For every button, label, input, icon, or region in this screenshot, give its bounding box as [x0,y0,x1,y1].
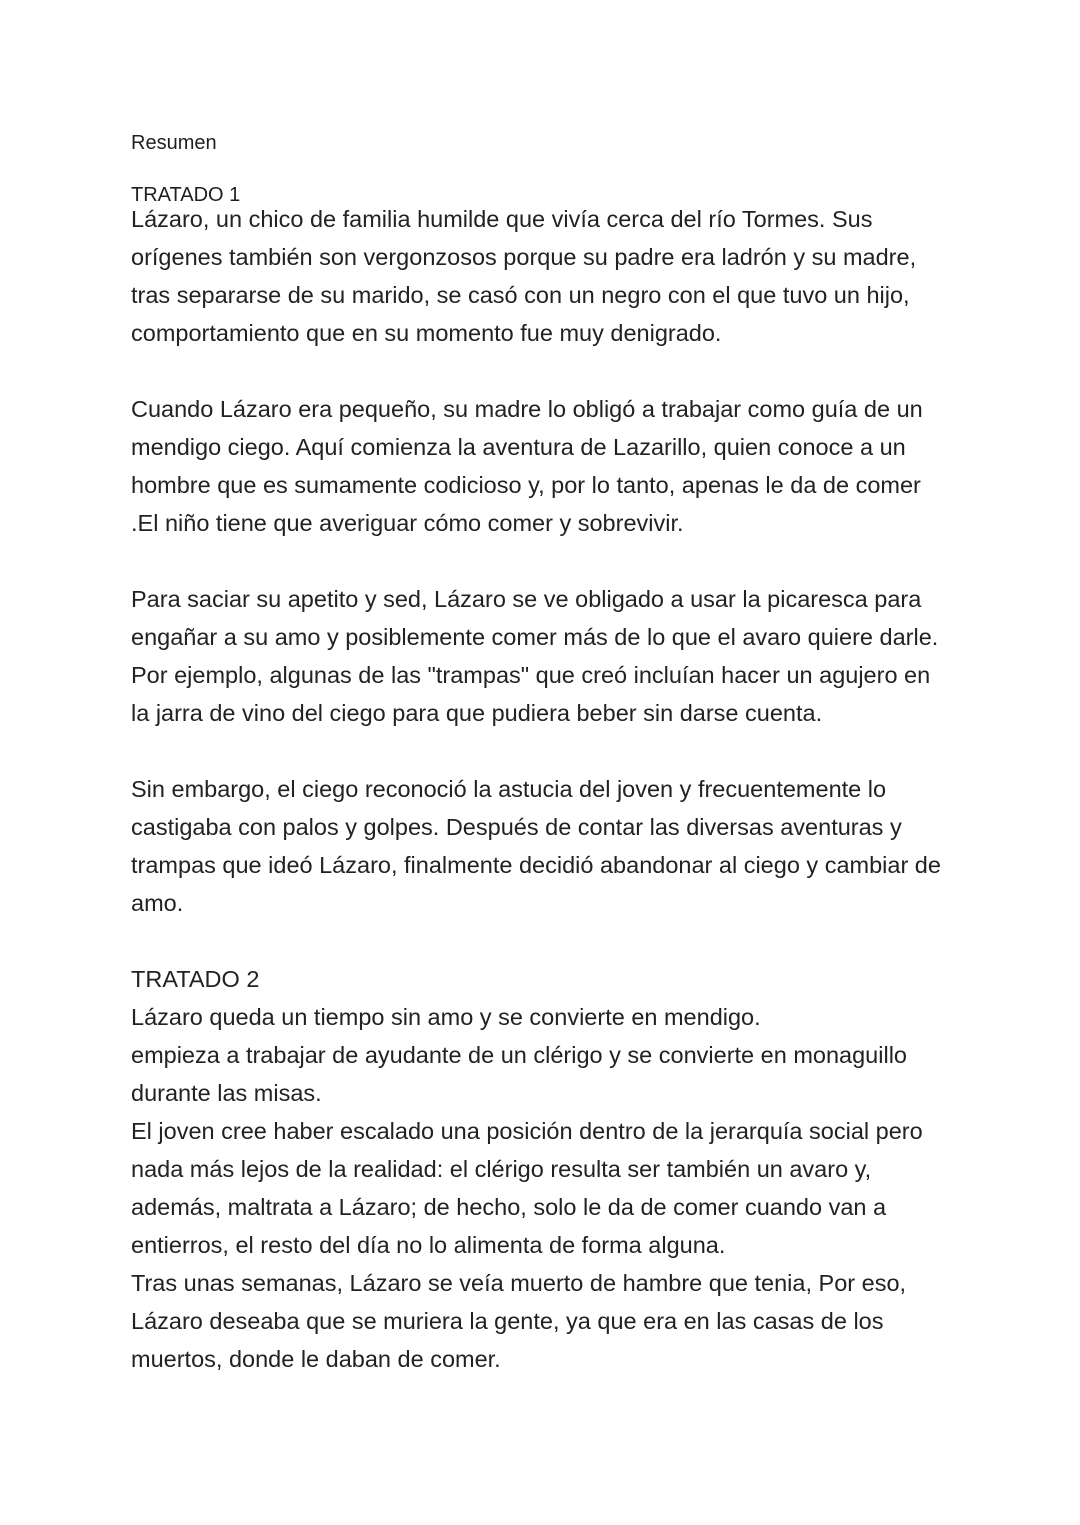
section-tratado-1 [131,182,951,922]
paragraph: Para saciar su apetito y sed, Lázaro se ve obligado a usar la picaresca para engañar a su amo y posiblemente comer más de lo que el avaro quiere darle. Por ejemplo, algunas de las "trampas" que creó incluían hacer un agujero en la jarra de vino del ciego para que pudiera beber sin darse cuenta. [131,586,939,726]
paragraph-spacer [131,732,951,770]
paragraph: Sin embargo, el ciego reconoció la astucia del joven y frecuentemente lo castigaba con palos y golpes. Después de contar las diversas aventuras y trampas que ideó Lázaro, finalmente decidió abandonar al ciego y cambiar de amo. [131,776,941,916]
paragraph: empieza a trabajar de ayudante de un clérigo y se convierte en monaguillo durante las misas. [131,1042,907,1106]
document-body [131,130,951,1378]
paragraph: Tras unas semanas, Lázaro se veía muerto de hambre que tenia, Por eso, Lázaro deseaba que se muriera la gente, ya que era en las casas de los muertos, donde le daban de comer. [131,1270,907,1372]
paragraph: Lázaro, un chico de familia humilde que vivía cerca del río Tormes. Sus orígenes también son vergonzosos porque su padre era ladrón y su madre, tras separarse de su marido, se casó con un negro con el que tuvo un hijo, comportamiento que en su momento fue muy denigrado. [131,206,917,346]
section-heading: TRATADO 1 [131,184,241,206]
paragraph: Cuando Lázaro era pequeño, su madre lo obligó a trabajar como guía de un mendigo ciego. Aquí comienza la aventura de Lazarillo, quien conoce a un hombre que es sumamente codicioso y, por lo tanto, apenas le da de comer .El niño tiene que averiguar cómo comer y sobrevivir. [131,396,923,536]
section-spacer [131,922,951,960]
paragraph: Lázaro queda un tiempo sin amo y se convierte en mendigo. [131,1004,761,1030]
paragraph-spacer [131,352,951,390]
document-label: Resumen [131,132,217,154]
section-tratado-2 [131,960,951,1378]
section-heading: TRATADO 2 [131,966,260,992]
paragraph-spacer [131,542,951,580]
paragraph: El joven cree haber escalado una posición dentro de la jerarquía social pero nada más lejos de la realidad: el clérigo resulta ser también un avaro y, además, maltrata a Lázaro; de hecho, solo le da de comer cuando van a entierros, el resto del día no lo alimenta de forma alguna. [131,1118,923,1258]
